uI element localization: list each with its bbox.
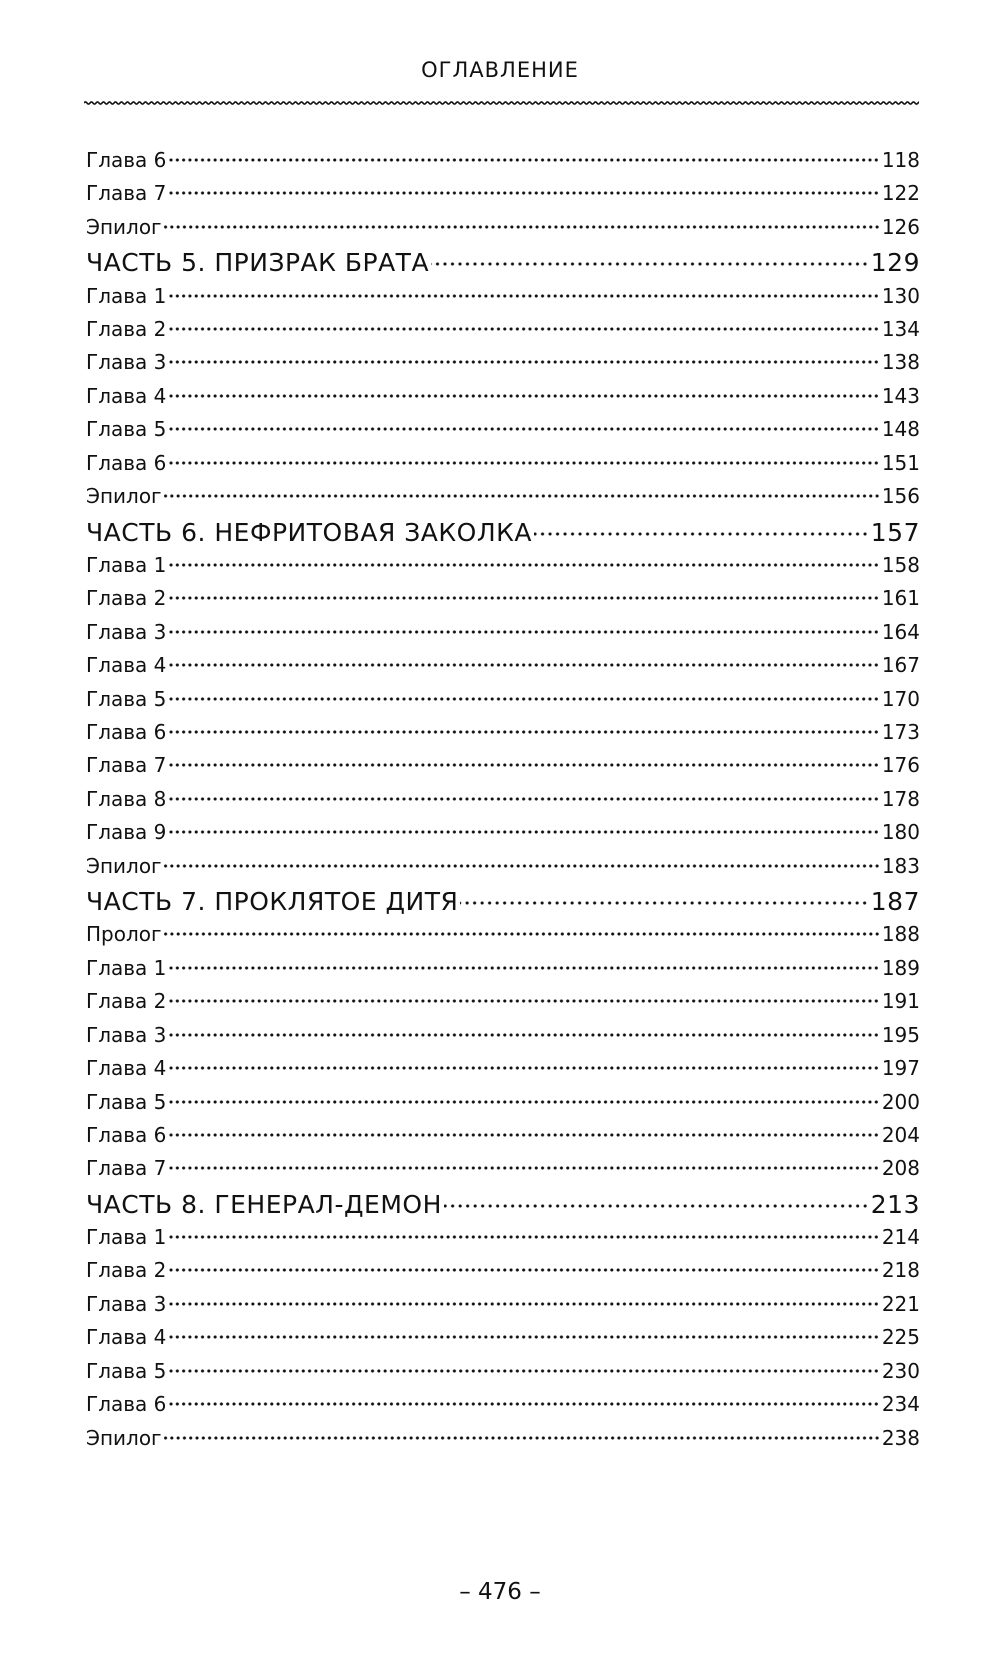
dot-leader (168, 730, 879, 734)
toc-entry-title: Глава 8 (86, 786, 167, 811)
toc-chapter-entry (86, 1123, 920, 1156)
toc-entry-page: 173 (881, 719, 920, 744)
toc-entry-page: 238 (881, 1425, 920, 1450)
toc-entry-title: Глава 1 (86, 283, 167, 308)
toc-chapter-entry (86, 753, 920, 786)
toc-entry-title: Глава 6 (86, 719, 167, 744)
dot-leader (168, 563, 879, 567)
dot-leader (460, 901, 868, 905)
toc-chapter-entry (86, 215, 920, 248)
toc-entry-page: 208 (881, 1156, 920, 1181)
toc-entry-title: Глава 2 (86, 316, 167, 341)
toc-entry-title: ЧАСТЬ 6. НЕФРИТОВАЯ ЗАКОЛКА (86, 517, 532, 547)
dot-leader (168, 1166, 879, 1170)
toc-entry-page: 197 (881, 1056, 920, 1081)
dot-leader (168, 1268, 879, 1272)
toc-chapter-entry (86, 1359, 920, 1392)
toc-entry-page: 195 (881, 1022, 920, 1047)
toc-entry-page: 191 (881, 989, 920, 1014)
toc-entry-page: 170 (881, 686, 920, 711)
toc-chapter-entry (86, 1292, 920, 1325)
toc-entry-title: Глава 5 (86, 417, 167, 442)
toc-entry-page: 134 (881, 316, 920, 341)
dot-leader (168, 1033, 879, 1037)
dot-leader (164, 1436, 880, 1440)
toc-entry-page: 180 (881, 820, 920, 845)
toc-chapter-entry (86, 417, 920, 450)
toc-entry-page: 213 (870, 1189, 920, 1219)
toc-chapter-entry (86, 1426, 920, 1459)
toc-chapter-entry (86, 384, 920, 417)
toc-chapter-entry (86, 820, 920, 853)
page-number: – 476 – (459, 1579, 541, 1605)
toc-part-entry (86, 887, 920, 922)
toc-entry-title: Глава 3 (86, 619, 167, 644)
dot-leader (168, 830, 879, 834)
dot-leader (168, 999, 879, 1003)
dot-leader (168, 1133, 879, 1137)
dot-leader (168, 191, 879, 195)
dot-leader (168, 294, 879, 298)
dot-leader (168, 1235, 879, 1239)
toc-entry-title: Глава 1 (86, 955, 167, 980)
toc-entry-title: Глава 6 (86, 148, 167, 172)
dot-leader (168, 797, 879, 801)
toc-entry-title: ЧАСТЬ 7. ПРОКЛЯТОЕ ДИТЯ (86, 887, 459, 917)
wavy-divider-line (84, 102, 919, 104)
toc-chapter-entry (86, 653, 920, 686)
toc-entry-title: Глава 2 (86, 1258, 167, 1283)
toc-entry-title: Глава 2 (86, 989, 167, 1014)
toc-chapter-entry (86, 1023, 920, 1056)
toc-entry-title: ЧАСТЬ 5. ПРИЗРАК БРАТА (86, 248, 430, 278)
dot-leader (168, 697, 879, 701)
toc-entry-title: Глава 9 (86, 820, 167, 845)
toc-chapter-entry (86, 1325, 920, 1358)
dot-leader (168, 1066, 879, 1070)
toc-chapter-entry (86, 1392, 920, 1425)
toc-entry-page: 204 (881, 1122, 920, 1147)
dot-leader (168, 596, 879, 600)
toc-chapter-entry (86, 620, 920, 653)
dot-leader (168, 763, 879, 767)
toc-entry-title: Глава 4 (86, 383, 167, 408)
toc-entry-page: 167 (881, 653, 920, 678)
dot-leader (534, 532, 869, 536)
toc-chapter-entry (86, 284, 920, 317)
toc-entry-title: Эпилог (86, 214, 162, 239)
toc-entry-page: 118 (881, 148, 920, 172)
table-of-contents (86, 148, 920, 1459)
toc-entry-title: Глава 7 (86, 181, 167, 206)
toc-chapter-entry (86, 586, 920, 619)
toc-chapter-entry (86, 1156, 920, 1189)
dot-leader (431, 262, 869, 266)
toc-entry-title: Глава 5 (86, 686, 167, 711)
toc-entry-page: 129 (870, 248, 920, 278)
dot-leader (444, 1204, 869, 1208)
toc-entry-page: 178 (881, 786, 920, 811)
toc-entry-page: 187 (870, 887, 920, 917)
toc-chapter-entry (86, 553, 920, 586)
toc-entry-title: Глава 6 (86, 450, 167, 475)
toc-entry-title: Глава 4 (86, 1325, 167, 1350)
toc-entry-page: 230 (881, 1358, 920, 1383)
toc-entry-page: 214 (881, 1225, 920, 1249)
dot-leader (168, 1100, 879, 1104)
toc-entry-page: 164 (881, 619, 920, 644)
dot-leader (168, 461, 879, 465)
toc-entry-title: ЧАСТЬ 8. ГЕНЕРАЛ-ДЕМОН (86, 1189, 442, 1219)
toc-chapter-entry (86, 484, 920, 517)
toc-part-entry (86, 518, 920, 553)
toc-entry-title: Глава 6 (86, 1392, 167, 1417)
toc-chapter-entry (86, 1258, 920, 1291)
dot-leader (168, 360, 879, 364)
toc-chapter-entry (86, 1090, 920, 1123)
toc-entry-page: 234 (881, 1392, 920, 1417)
dot-leader (168, 966, 879, 970)
toc-chapter-entry (86, 1225, 920, 1258)
dot-leader (168, 1402, 879, 1406)
toc-entry-page: 157 (870, 517, 920, 547)
toc-chapter-entry (86, 854, 920, 887)
toc-entry-title: Глава 7 (86, 1156, 167, 1181)
toc-chapter-entry (86, 687, 920, 720)
toc-entry-page: 156 (881, 484, 920, 509)
toc-chapter-entry (86, 989, 920, 1022)
dot-leader (168, 1369, 879, 1373)
toc-entry-page: 161 (881, 586, 920, 611)
toc-entry-page: 158 (881, 552, 920, 577)
dot-leader (164, 494, 880, 498)
dot-leader (168, 158, 879, 162)
toc-entry-title: Глава 3 (86, 350, 167, 375)
toc-chapter-entry (86, 317, 920, 350)
toc-chapter-entry (86, 451, 920, 484)
toc-entry-page: 200 (881, 1089, 920, 1114)
toc-entry-title: Глава 5 (86, 1358, 167, 1383)
toc-entry-title: Глава 2 (86, 586, 167, 611)
dot-leader (168, 327, 879, 331)
toc-entry-page: 151 (881, 450, 920, 475)
toc-entry-title: Глава 1 (86, 552, 167, 577)
toc-entry-page: 176 (881, 753, 920, 778)
toc-entry-page: 221 (881, 1291, 920, 1316)
dot-leader (168, 1335, 879, 1339)
toc-entry-title: Глава 6 (86, 1122, 167, 1147)
toc-chapter-entry (86, 1056, 920, 1089)
toc-entry-title: Глава 5 (86, 1089, 167, 1114)
toc-part-entry (86, 1190, 920, 1225)
toc-entry-title: Эпилог (86, 484, 162, 509)
toc-entry-page: 218 (881, 1258, 920, 1283)
toc-entry-title: Глава 7 (86, 753, 167, 778)
dot-leader (164, 225, 880, 229)
toc-entry-page: 130 (881, 283, 920, 308)
toc-chapter-entry (86, 148, 920, 181)
toc-entry-page: 188 (881, 922, 920, 947)
toc-entry-page: 148 (881, 417, 920, 442)
toc-entry-title: Эпилог (86, 1425, 162, 1450)
dot-leader (164, 932, 880, 936)
dot-leader (168, 1302, 879, 1306)
toc-chapter-entry (86, 350, 920, 383)
toc-entry-page: 225 (881, 1325, 920, 1350)
dot-leader (168, 394, 879, 398)
toc-entry-title: Пролог (86, 922, 162, 947)
wavy-divider (84, 97, 919, 109)
dot-leader (168, 427, 879, 431)
toc-entry-page: 143 (881, 383, 920, 408)
toc-part-entry (86, 248, 920, 283)
toc-chapter-entry (86, 922, 920, 955)
toc-chapter-entry (86, 720, 920, 753)
toc-entry-page: 183 (881, 853, 920, 878)
toc-chapter-entry (86, 787, 920, 820)
toc-entry-title: Глава 3 (86, 1291, 167, 1316)
toc-entry-page: 138 (881, 350, 920, 375)
toc-entry-title: Глава 3 (86, 1022, 167, 1047)
toc-entry-title: Эпилог (86, 853, 162, 878)
toc-chapter-entry (86, 181, 920, 214)
toc-entry-page: 126 (881, 214, 920, 239)
toc-entry-title: Глава 4 (86, 1056, 167, 1081)
toc-entry-page: 189 (881, 955, 920, 980)
toc-chapter-entry (86, 956, 920, 989)
toc-entry-title: Глава 4 (86, 653, 167, 678)
toc-entry-page: 122 (881, 181, 920, 206)
toc-entry-title: Глава 1 (86, 1225, 167, 1249)
dot-leader (168, 630, 879, 634)
dot-leader (164, 864, 880, 868)
dot-leader (168, 663, 879, 667)
page-title: ОГЛАВЛЕНИЕ (421, 58, 579, 82)
